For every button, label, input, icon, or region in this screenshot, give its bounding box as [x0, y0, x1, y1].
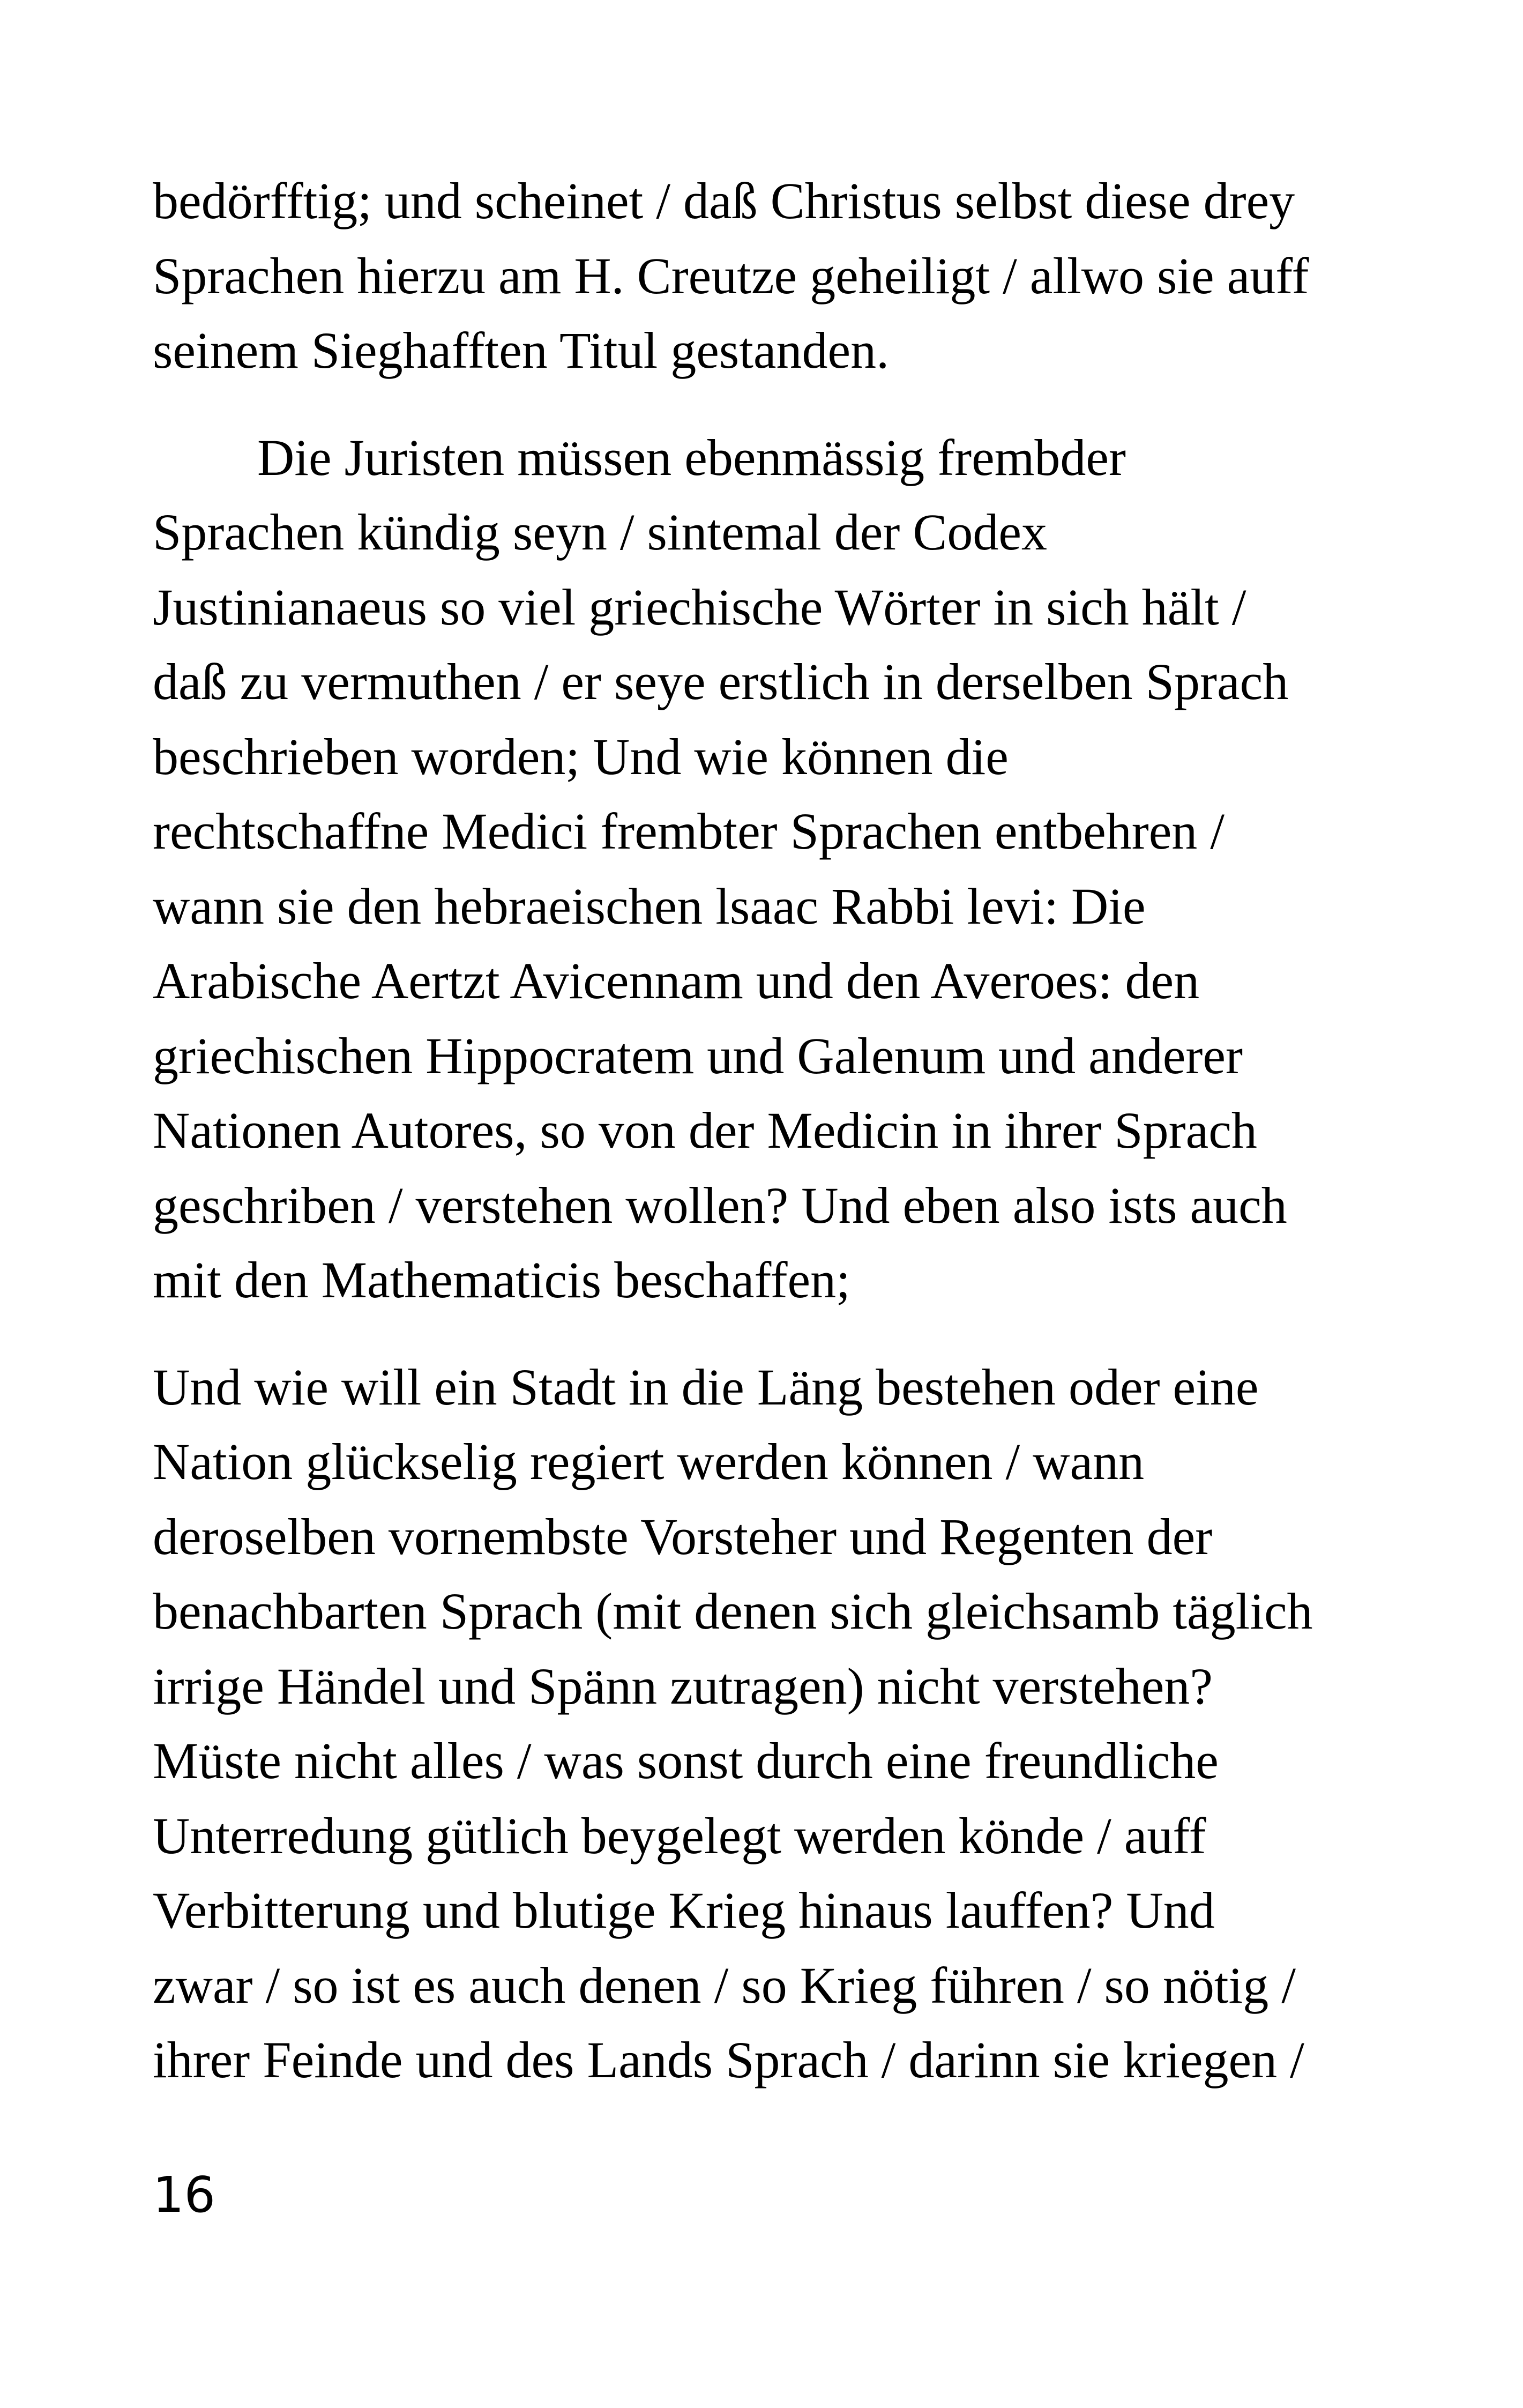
text-line: deroselben vornembste Vorsteher und Regenten der [153, 1507, 1213, 1565]
text-line: daß zu vermuthen / er seye erstlich in derselben Sprach [153, 653, 1289, 710]
text-line: Müste nicht alles / was sonst durch eine freundliche [153, 1732, 1219, 1789]
body-text [153, 163, 1385, 2098]
text-line: Arabische Aertzt Avicennam und den Averoes: den [153, 952, 1200, 1009]
text-line: zwar / so ist es auch denen / so Krieg führen / so nötig / [153, 1956, 1296, 2014]
text-line: griechischen Hippocratem und Galenum und anderer [153, 1027, 1243, 1084]
text-line: Die Juristen müssen ebenmässig frembder [257, 428, 1126, 486]
text-line: geschriben / verstehen wollen? Und eben also ists auch [153, 1176, 1287, 1234]
text-line: Verbitterung und blutige Krieg hinaus lauffen? Und [153, 1882, 1215, 1939]
paragraph-2 [153, 420, 1385, 1318]
text-line: Nation glückselig regiert werden können / wann [153, 1433, 1145, 1490]
text-line: Unterredung gütlich beygelegt werden könde / auff [153, 1807, 1206, 1864]
text-line: rechtschaffne Medici frembter Sprachen entbehren / [153, 802, 1225, 860]
text-line: beschrieben worden; Und wie können die [153, 727, 1009, 785]
text-line: bedörfftig; und scheinet / daß Christus selbst diese drey [153, 172, 1295, 229]
text-line: Sprachen kündig seyn / sintemal der Codex [153, 503, 1047, 561]
text-line: Sprachen hierzu am H. Creutze geheiligt / allwo sie auff [153, 247, 1309, 304]
text-line: Nationen Autores, so von der Medicin in ihrer Sprach [153, 1102, 1257, 1159]
page-number: 16 [153, 2166, 216, 2224]
text-line: Und wie will ein Stadt in die Läng bestehen oder eine [153, 1358, 1259, 1416]
text-line: ihrer Feinde und des Lands Sprach / darinn sie kriegen / [153, 2031, 1304, 2089]
paragraph-3 [153, 1350, 1385, 2098]
text-line: benachbarten Sprach (mit denen sich gleichsamb täglich [153, 1582, 1313, 1640]
text-line: Justinianaeus so viel griechische Wörter in sich hält / [153, 578, 1246, 636]
paragraph-1 [153, 163, 1385, 388]
text-line: irrige Händel und Spänn zutragen) nicht verstehen? [153, 1657, 1213, 1715]
text-line: mit den Mathematicis beschaffen; [153, 1251, 850, 1309]
text-line: wann sie den hebraeischen lsaac Rabbi levi: Die [153, 877, 1146, 935]
text-line: seinem Sieghafften Titul gestanden. [153, 322, 890, 379]
